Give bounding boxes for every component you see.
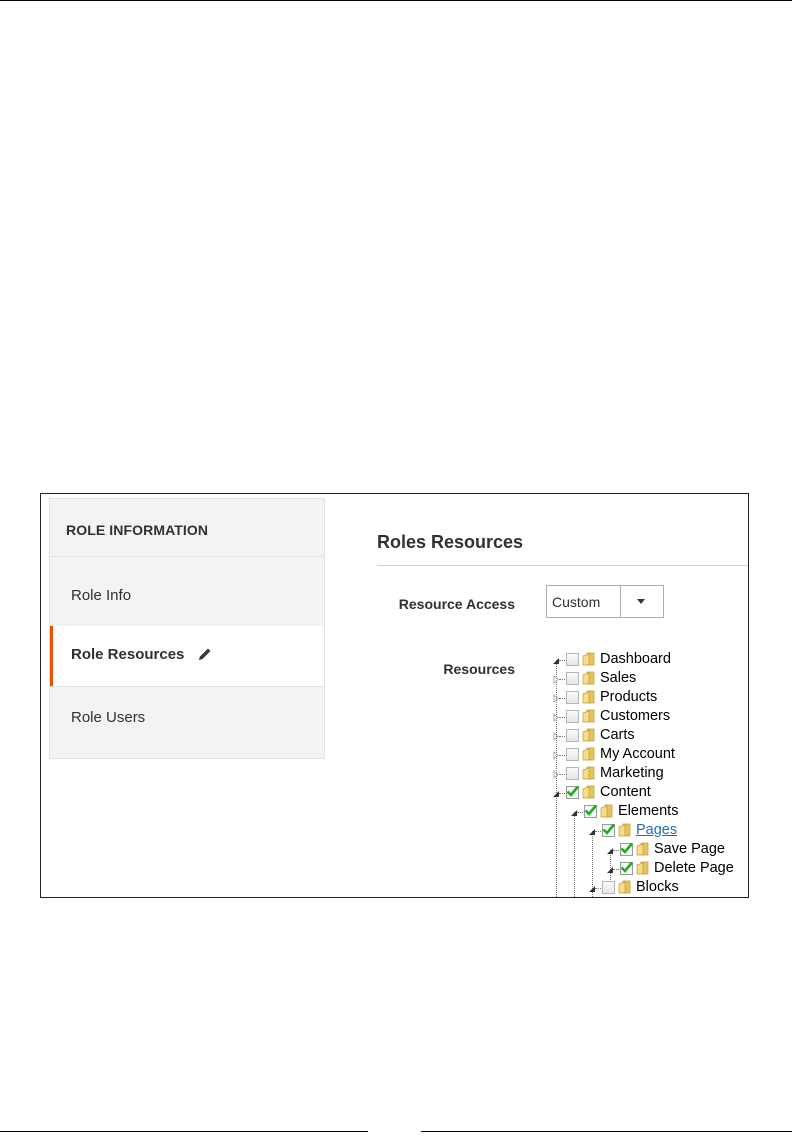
checked-checkbox[interactable] bbox=[584, 805, 597, 818]
unchecked-checkbox[interactable] bbox=[566, 729, 579, 742]
section-divider bbox=[377, 565, 749, 566]
folder-icon bbox=[618, 880, 633, 894]
checked-checkbox[interactable] bbox=[602, 824, 615, 837]
tree-node-label: Blocks bbox=[636, 879, 679, 895]
folder-icon bbox=[636, 842, 651, 856]
tree-node-label: Customers bbox=[600, 708, 671, 724]
tab-role-resources[interactable] bbox=[50, 626, 324, 686]
tab-role-info[interactable] bbox=[50, 567, 324, 625]
tree-guide-line bbox=[574, 812, 575, 898]
folder-icon bbox=[582, 766, 597, 780]
folder-icon bbox=[582, 671, 597, 685]
tree-node-label: Elements bbox=[618, 803, 679, 819]
unchecked-checkbox[interactable] bbox=[602, 881, 615, 894]
pencil-icon bbox=[197, 646, 213, 662]
tree-node-label: Dashboard bbox=[600, 651, 671, 667]
folder-icon bbox=[582, 785, 597, 799]
folder-icon bbox=[582, 690, 597, 704]
folder-icon bbox=[582, 652, 597, 666]
unchecked-checkbox[interactable] bbox=[566, 710, 579, 723]
checkmark-icon bbox=[602, 823, 615, 836]
checked-checkbox[interactable] bbox=[620, 862, 633, 875]
folder-icon bbox=[600, 804, 615, 818]
unchecked-checkbox[interactable] bbox=[566, 691, 579, 704]
tree-branch-line bbox=[559, 679, 565, 680]
tab-role-users[interactable] bbox=[50, 689, 324, 747]
tree-branch-line bbox=[559, 755, 565, 756]
unchecked-checkbox[interactable] bbox=[566, 653, 579, 666]
tree-node-label: My Account bbox=[600, 746, 675, 762]
tree-node-label: Save Page bbox=[654, 841, 725, 857]
checkmark-icon bbox=[620, 861, 633, 874]
folder-icon bbox=[582, 747, 597, 761]
tree-node-label: Sales bbox=[600, 670, 637, 686]
tab-divider bbox=[50, 686, 324, 687]
tree-branch-line bbox=[559, 736, 565, 737]
active-tab-indicator bbox=[50, 626, 53, 686]
tab-role-resources-label: Role Resources bbox=[71, 646, 185, 663]
resource-access-select[interactable] bbox=[546, 585, 664, 618]
tree-branch-line bbox=[559, 698, 565, 699]
tab-role-info-label: Role Info bbox=[71, 587, 132, 604]
page-bottom-rule-left bbox=[0, 1131, 368, 1132]
tree-branch-line bbox=[577, 812, 583, 813]
tree-branch-line bbox=[595, 831, 601, 832]
tree-branch-line bbox=[559, 774, 565, 775]
resource-access-label: Resource Access bbox=[398, 596, 515, 612]
page-top-rule bbox=[0, 0, 792, 1]
checkmark-icon bbox=[584, 804, 597, 817]
checkmark-icon bbox=[566, 785, 579, 798]
tab-divider bbox=[50, 556, 324, 557]
unchecked-checkbox[interactable] bbox=[566, 672, 579, 685]
tree-branch-line bbox=[559, 793, 565, 794]
unchecked-checkbox[interactable] bbox=[566, 767, 579, 780]
checkmark-icon bbox=[620, 842, 633, 855]
tree-node-label: Products bbox=[600, 689, 658, 705]
folder-icon bbox=[618, 823, 633, 837]
folder-icon bbox=[582, 709, 597, 723]
chevron-down-icon bbox=[637, 599, 645, 604]
select-toggle-button[interactable] bbox=[620, 586, 663, 617]
tree-branch-line bbox=[595, 888, 601, 889]
checked-checkbox[interactable] bbox=[620, 843, 633, 856]
tree-branch-line bbox=[559, 717, 565, 718]
tab-role-users-label: Role Users bbox=[71, 709, 146, 726]
tree-branch-line bbox=[559, 660, 565, 661]
tree-node-label: Carts bbox=[600, 727, 635, 743]
tree-node-label[interactable]: Pages bbox=[636, 822, 678, 838]
tabs-title: ROLE INFORMATION bbox=[66, 522, 209, 538]
tree-node-label: Marketing bbox=[600, 765, 664, 781]
role-tabs-panel bbox=[49, 498, 325, 759]
tree-branch-line bbox=[613, 850, 619, 851]
resources-label: Resources bbox=[443, 661, 515, 677]
tree-node-label: Content bbox=[600, 784, 651, 800]
folder-icon bbox=[636, 861, 651, 875]
page-bottom-rule-right bbox=[421, 1131, 792, 1132]
tree-branch-line bbox=[613, 869, 619, 870]
section-title: Roles Resources bbox=[377, 532, 524, 552]
checked-checkbox[interactable] bbox=[566, 786, 579, 799]
folder-icon bbox=[582, 728, 597, 742]
unchecked-checkbox[interactable] bbox=[566, 748, 579, 761]
role-editor-screenshot bbox=[40, 493, 749, 898]
resource-access-value: Custom bbox=[552, 594, 601, 610]
tree-node-label: Delete Page bbox=[654, 860, 734, 876]
